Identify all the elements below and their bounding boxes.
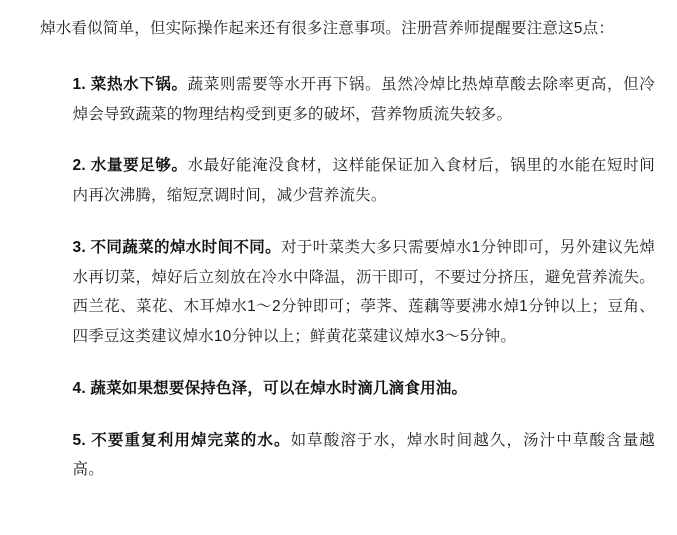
list-item-text: 蔬菜则需要等水开再下锅。虽然冷焯比热焯草酸去除率更高，但冷焯会导致蔬菜的物理结构受到更多的破坏，营养物质流失较多。	[72, 75, 655, 123]
list-item	[40, 374, 655, 404]
list-item-lead: 2. 水量要足够。	[72, 157, 188, 175]
list-item-lead: 1. 菜热水下锅。	[72, 75, 188, 93]
list-item	[40, 151, 655, 211]
list-item	[40, 233, 655, 352]
list-item-text: 对于叶菜类大多只需要焯水1分钟即可，另外建议先焯水再切菜，焯好后立刻放在冷水中降温，沥干即可，不要过分挤压，避免营养流失。西兰花、菜花、木耳焯水1～2分钟即可；荸荠、莲藕等要沸水焯1分钟以上；豆角、四季豆这类建议焯水10分钟以上；鲜黄花菜建议焯水3～5分钟。	[72, 238, 655, 345]
list-item-lead: 4. 蔬菜如果想要保持色泽，可以在焯水时滴几滴食用油。	[72, 379, 468, 397]
intro-paragraph	[40, 14, 655, 44]
list-item	[40, 426, 655, 486]
intro-text: 焯水看似简单，但实际操作起来还有很多注意事项。注册营养师提醒要注意这5点：	[40, 20, 615, 37]
list-item	[40, 70, 655, 130]
list-item-text: 如草酸溶于水，焯水时间越久，汤汁中草酸含量越高。	[72, 431, 655, 479]
list-item-lead: 5. 不要重复利用焯完菜的水。	[72, 431, 291, 449]
list-item-lead: 3. 不同蔬菜的焯水时间不同。	[72, 238, 282, 256]
list-item-text: 水最好能淹没食材，这样能保证加入食材后，锅里的水能在短时间内再次沸腾，缩短烹调时间，减少营养流失。	[72, 157, 655, 204]
